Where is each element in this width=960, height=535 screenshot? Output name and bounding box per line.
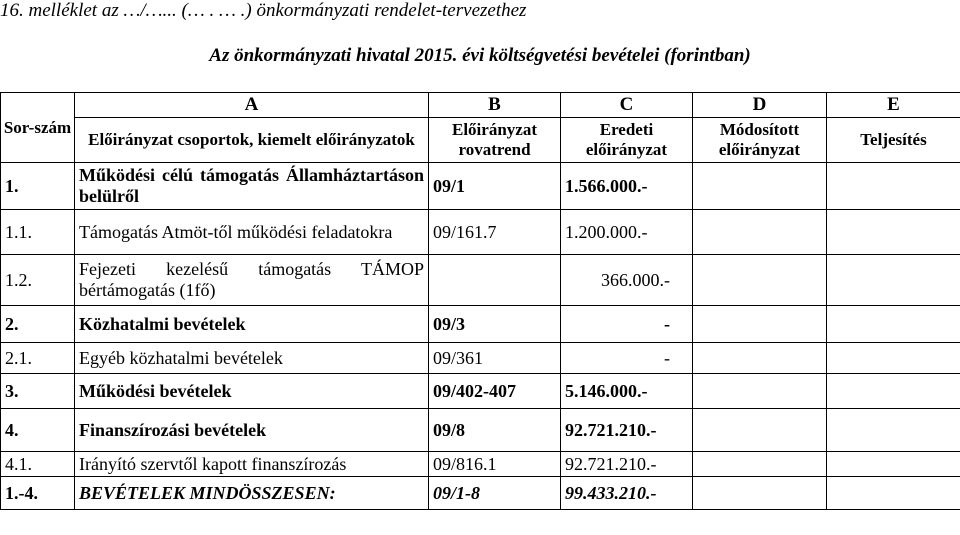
row-eredeti: 1.566.000.- <box>561 163 693 210</box>
row-teljesites <box>827 477 960 510</box>
row-modositott <box>693 477 827 510</box>
row-label: Fejezeti kezelésű támogatás TÁMOP bértámogatás (1fő) <box>75 255 429 306</box>
row-eredeti: - <box>561 343 693 374</box>
row-number: 1.1. <box>1 210 75 255</box>
row-teljesites <box>827 163 960 210</box>
row-modositott <box>693 210 827 255</box>
row-code: 09/161.7 <box>429 210 561 255</box>
table-row <box>1 452 960 477</box>
row-number: 3. <box>1 374 75 409</box>
row-label: Közhatalmi bevételek <box>75 306 429 343</box>
document-header-note: 16. melléklet az …/…... (… . … .) önkormányzati rendelet-tervezethez <box>0 0 527 21</box>
column-letter-row <box>1 93 960 118</box>
row-code: 09/816.1 <box>429 452 561 477</box>
row-modositott <box>693 409 827 452</box>
row-modositott <box>693 452 827 477</box>
col-letter-b: B <box>429 93 561 118</box>
row-teljesites <box>827 306 960 343</box>
row-number: 1.-4. <box>1 477 75 510</box>
row-code <box>429 255 561 306</box>
row-teljesites <box>827 210 960 255</box>
budget-table <box>0 92 960 510</box>
row-teljesites <box>827 452 960 477</box>
row-number: 1.2. <box>1 255 75 306</box>
row-code: 09/402-407 <box>429 374 561 409</box>
row-modositott <box>693 374 827 409</box>
table-row <box>1 374 960 409</box>
col-header-c: Eredeti előirányzat <box>561 118 693 163</box>
row-eredeti: - <box>561 306 693 343</box>
row-code: 09/3 <box>429 306 561 343</box>
row-teljesites <box>827 255 960 306</box>
row-teljesites <box>827 409 960 452</box>
table-row <box>1 210 960 255</box>
col-header-a: Előirányzat csoportok, kiemelt előirányzatok <box>75 118 429 163</box>
row-modositott <box>693 255 827 306</box>
row-code: 09/1-8 <box>429 477 561 510</box>
col-letter-d: D <box>693 93 827 118</box>
row-label: Támogatás Atmöt-től működési feladatokra <box>75 210 429 255</box>
row-eredeti: 99.433.210.- <box>561 477 693 510</box>
row-label: Irányító szervtől kapott finanszírozás <box>75 452 429 477</box>
row-eredeti: 366.000.- <box>561 255 693 306</box>
row-label: BEVÉTELEK MINDÖSSZESEN: <box>75 477 429 510</box>
row-code: 09/1 <box>429 163 561 210</box>
col-letter-a: A <box>75 93 429 118</box>
table-row <box>1 163 960 210</box>
table-row <box>1 343 960 374</box>
col-header-sorszam: Sor-szám <box>1 93 75 163</box>
col-header-b: Előirányzat rovatrend <box>429 118 561 163</box>
row-modositott <box>693 163 827 210</box>
row-label: Egyéb közhatalmi bevételek <box>75 343 429 374</box>
table-row <box>1 255 960 306</box>
row-number: 4. <box>1 409 75 452</box>
row-label: Működési célú támogatás Államháztartáson belülről <box>75 163 429 210</box>
row-eredeti: 1.200.000.- <box>561 210 693 255</box>
row-modositott <box>693 343 827 374</box>
col-letter-c: C <box>561 93 693 118</box>
row-eredeti: 92.721.210.- <box>561 452 693 477</box>
col-letter-e: E <box>827 93 960 118</box>
row-label: Működési bevételek <box>75 374 429 409</box>
row-teljesites <box>827 343 960 374</box>
row-number: 4.1. <box>1 452 75 477</box>
row-label: Finanszírozási bevételek <box>75 409 429 452</box>
table-row-total <box>1 477 960 510</box>
col-header-d: Módosított előirányzat <box>693 118 827 163</box>
row-eredeti: 92.721.210.- <box>561 409 693 452</box>
row-number: 1. <box>1 163 75 210</box>
table-row <box>1 306 960 343</box>
row-number: 2. <box>1 306 75 343</box>
table-row <box>1 409 960 452</box>
document-title: Az önkormányzati hivatal 2015. évi költségvetési bevételei (forintban) <box>209 45 751 66</box>
row-modositott <box>693 306 827 343</box>
col-header-e: Teljesítés <box>827 118 960 163</box>
row-eredeti: 5.146.000.- <box>561 374 693 409</box>
row-number: 2.1. <box>1 343 75 374</box>
row-code: 09/8 <box>429 409 561 452</box>
column-header-row <box>1 118 960 163</box>
row-teljesites <box>827 374 960 409</box>
row-code: 09/361 <box>429 343 561 374</box>
